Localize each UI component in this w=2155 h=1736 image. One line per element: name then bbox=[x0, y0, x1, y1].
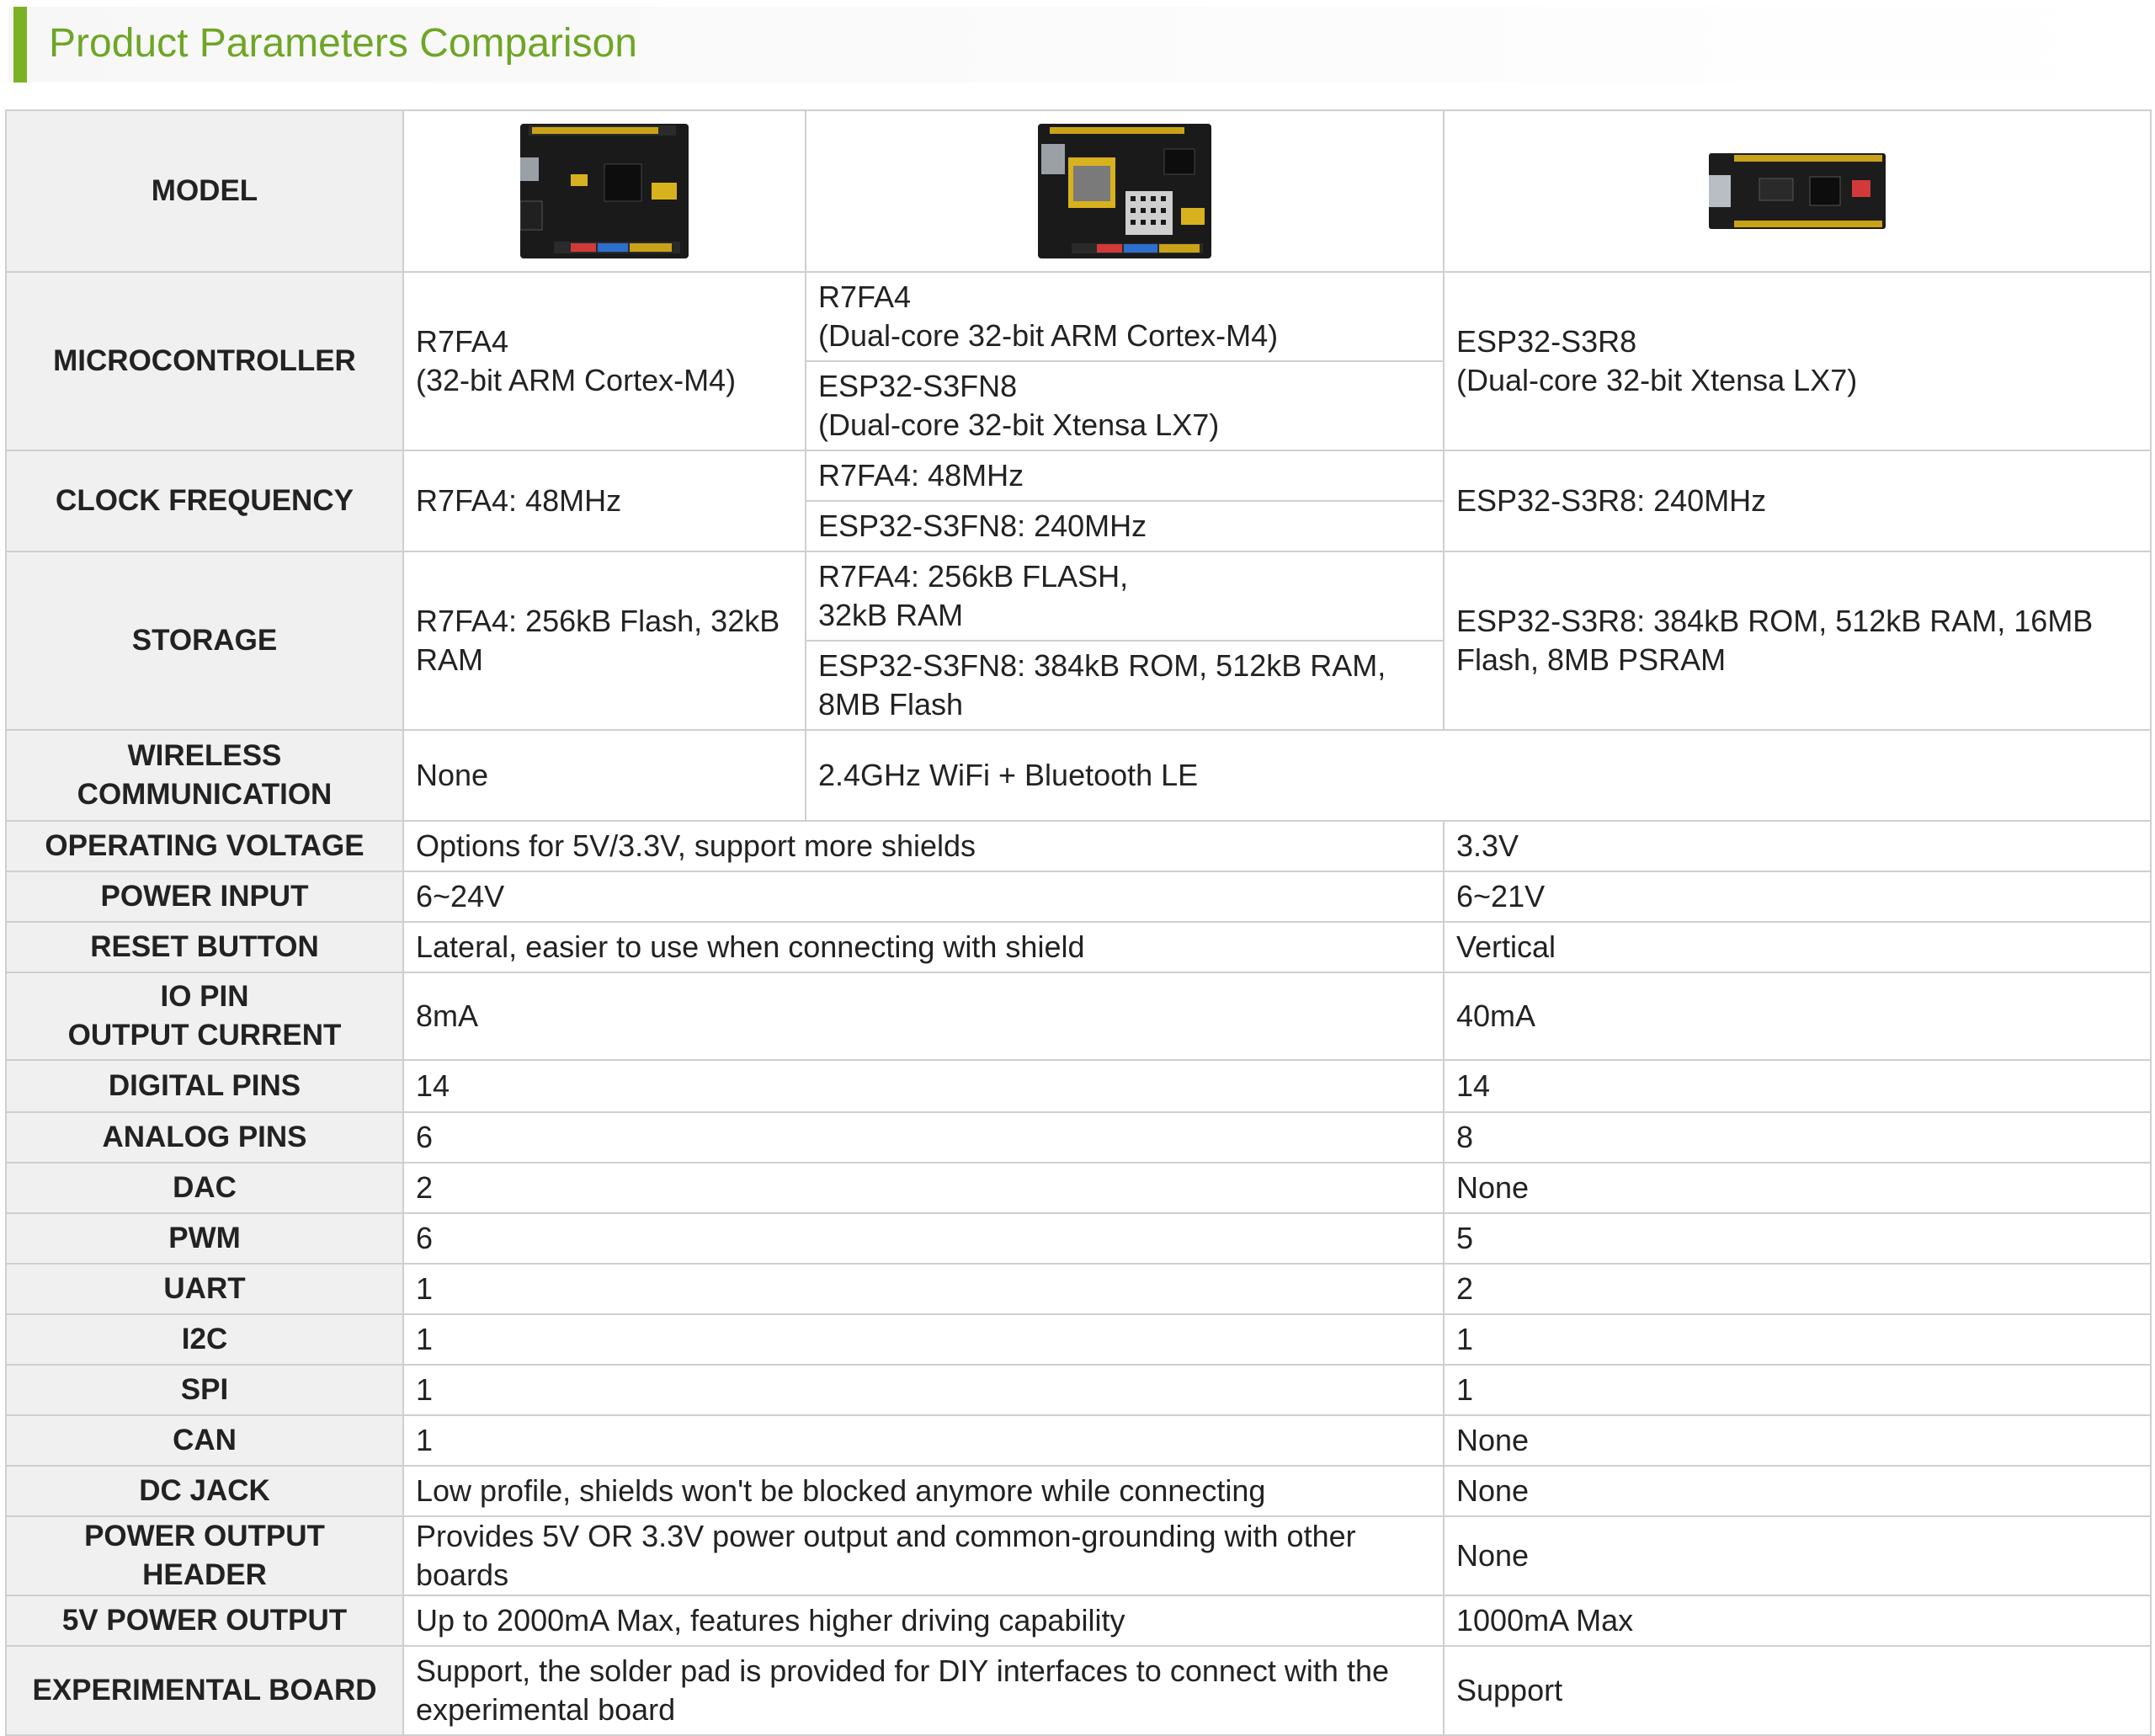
cell-left: 6 bbox=[403, 1112, 1444, 1163]
cell-wireless-board23: 2.4GHz WiFi + Bluetooth LE bbox=[806, 730, 2151, 821]
table-row bbox=[6, 1314, 2151, 1365]
row-label: CAN bbox=[6, 1415, 403, 1466]
table-row bbox=[6, 871, 2151, 922]
cell-right: 1 bbox=[1444, 1314, 2151, 1365]
cell-left: 6 bbox=[403, 1213, 1444, 1264]
table-row bbox=[6, 1264, 2151, 1314]
page-title: Product Parameters Comparison bbox=[49, 21, 637, 66]
cell-left: 1 bbox=[403, 1264, 1444, 1314]
cell-microcontroller-board2-a: R7FA4 (Dual-core 32-bit ARM Cortex-M4) bbox=[806, 272, 1444, 361]
cell-left: 1 bbox=[403, 1314, 1444, 1365]
cell-right: 1000mA Max bbox=[1444, 1595, 2151, 1646]
cell-right: None bbox=[1444, 1415, 2151, 1466]
cell-wireless-board1: None bbox=[403, 730, 806, 821]
table-row bbox=[6, 1163, 2151, 1213]
cell-right: 3.3V bbox=[1444, 821, 2151, 871]
section-header bbox=[8, 7, 2147, 83]
cell-left: 1 bbox=[403, 1365, 1444, 1415]
cell-left: 8mA bbox=[403, 972, 1444, 1060]
row-label-clock: CLOCK FREQUENCY bbox=[6, 450, 403, 551]
cell-clock-board3: ESP32-S3R8: 240MHz bbox=[1444, 450, 2151, 551]
row-label: POWER OUTPUT HEADER bbox=[6, 1516, 403, 1595]
row-label: POWER INPUT bbox=[6, 871, 403, 922]
cell-right: None bbox=[1444, 1516, 2151, 1595]
cell-left: Options for 5V/3.3V, support more shields bbox=[403, 821, 1444, 871]
cell-storage-board2-a: R7FA4: 256kB FLASH, 32kB RAM bbox=[806, 551, 1444, 641]
table-row bbox=[6, 1415, 2151, 1466]
table-row bbox=[6, 1466, 2151, 1516]
row-label-model: MODEL bbox=[6, 110, 403, 272]
row-label: RESET BUTTON bbox=[6, 922, 403, 972]
accent-bar bbox=[13, 7, 27, 83]
table-row bbox=[6, 821, 2151, 871]
cell-microcontroller-board1: R7FA4 (32-bit ARM Cortex-M4) bbox=[403, 272, 806, 450]
cell-left: 6~24V bbox=[403, 871, 1444, 922]
cell-left: Provides 5V OR 3.3V power output and common-grounding with other boards bbox=[403, 1516, 1444, 1595]
table-row bbox=[6, 1646, 2151, 1735]
row-label: PWM bbox=[6, 1213, 403, 1264]
cell-right: 14 bbox=[1444, 1060, 2151, 1112]
cell-storage-board3: ESP32-S3R8: 384kB ROM, 512kB RAM, 16MB Flash, 8MB PSRAM bbox=[1444, 551, 2151, 730]
row-label-microcontroller: MICROCONTROLLER bbox=[6, 272, 403, 450]
cell-right: 6~21V bbox=[1444, 871, 2151, 922]
cell-left: Low profile, shields won't be blocked anymore while connecting bbox=[403, 1466, 1444, 1516]
row-label: I2C bbox=[6, 1314, 403, 1365]
table-row bbox=[6, 922, 2151, 972]
cell-left: Lateral, easier to use when connecting with shield bbox=[403, 922, 1444, 972]
cell-clock-board2-b: ESP32-S3FN8: 240MHz bbox=[806, 501, 1444, 551]
table-row-model bbox=[6, 110, 2151, 272]
row-label-storage: STORAGE bbox=[6, 551, 403, 730]
cell-right: 2 bbox=[1444, 1264, 2151, 1314]
board-image-1 bbox=[403, 110, 806, 272]
table-row-storage bbox=[6, 551, 2151, 641]
table-row bbox=[6, 1213, 2151, 1264]
cell-right: Vertical bbox=[1444, 922, 2151, 972]
table-row-clock bbox=[6, 450, 2151, 501]
row-label: IO PIN OUTPUT CURRENT bbox=[6, 972, 403, 1060]
cell-right: 1 bbox=[1444, 1365, 2151, 1415]
table-row-microcontroller bbox=[6, 272, 2151, 361]
row-label: ANALOG PINS bbox=[6, 1112, 403, 1163]
row-label: DC JACK bbox=[6, 1466, 403, 1516]
uno-board-image-1 bbox=[520, 124, 689, 258]
row-label: OPERATING VOLTAGE bbox=[6, 821, 403, 871]
table-row-wireless bbox=[6, 730, 2151, 821]
comparison-table bbox=[5, 109, 2152, 1736]
cell-left: 14 bbox=[403, 1060, 1444, 1112]
table-row bbox=[6, 1595, 2151, 1646]
table-row bbox=[6, 1112, 2151, 1163]
cell-right: None bbox=[1444, 1163, 2151, 1213]
table-row bbox=[6, 972, 2151, 1060]
row-label: 5V POWER OUTPUT bbox=[6, 1595, 403, 1646]
cell-left: 1 bbox=[403, 1415, 1444, 1466]
cell-right: 8 bbox=[1444, 1112, 2151, 1163]
table-row bbox=[6, 1516, 2151, 1595]
cell-storage-board2-b: ESP32-S3FN8: 384kB ROM, 512kB RAM, 8MB Flash bbox=[806, 641, 1444, 730]
board-image-3 bbox=[1444, 110, 2151, 272]
uno-wifi-board-image bbox=[1038, 124, 1211, 258]
row-label: DAC bbox=[6, 1163, 403, 1213]
row-label: EXPERIMENTAL BOARD bbox=[6, 1646, 403, 1735]
cell-right: 5 bbox=[1444, 1213, 2151, 1264]
cell-clock-board2-a: R7FA4: 48MHz bbox=[806, 450, 1444, 501]
cell-clock-board1: R7FA4: 48MHz bbox=[403, 450, 806, 551]
row-label-wireless: WIRELESS COMMUNICATION bbox=[6, 730, 403, 821]
cell-microcontroller-board3: ESP32-S3R8 (Dual-core 32-bit Xtensa LX7) bbox=[1444, 272, 2151, 450]
cell-microcontroller-board2-b: ESP32-S3FN8 (Dual-core 32-bit Xtensa LX7) bbox=[806, 361, 1444, 450]
row-label: DIGITAL PINS bbox=[6, 1060, 403, 1112]
cell-left: Support, the solder pad is provided for DIY interfaces to connect with the experimental board bbox=[403, 1646, 1444, 1735]
cell-right: None bbox=[1444, 1466, 2151, 1516]
row-label: SPI bbox=[6, 1365, 403, 1415]
nano-board-image bbox=[1709, 153, 1886, 229]
cell-right: 40mA bbox=[1444, 972, 2151, 1060]
cell-storage-board1: R7FA4: 256kB Flash, 32kB RAM bbox=[403, 551, 806, 730]
row-label: UART bbox=[6, 1264, 403, 1314]
cell-left: Up to 2000mA Max, features higher driving capability bbox=[403, 1595, 1444, 1646]
board-image-2 bbox=[806, 110, 1444, 272]
table-row bbox=[6, 1365, 2151, 1415]
cell-right: Support bbox=[1444, 1646, 2151, 1735]
cell-left: 2 bbox=[403, 1163, 1444, 1213]
table-row bbox=[6, 1060, 2151, 1112]
